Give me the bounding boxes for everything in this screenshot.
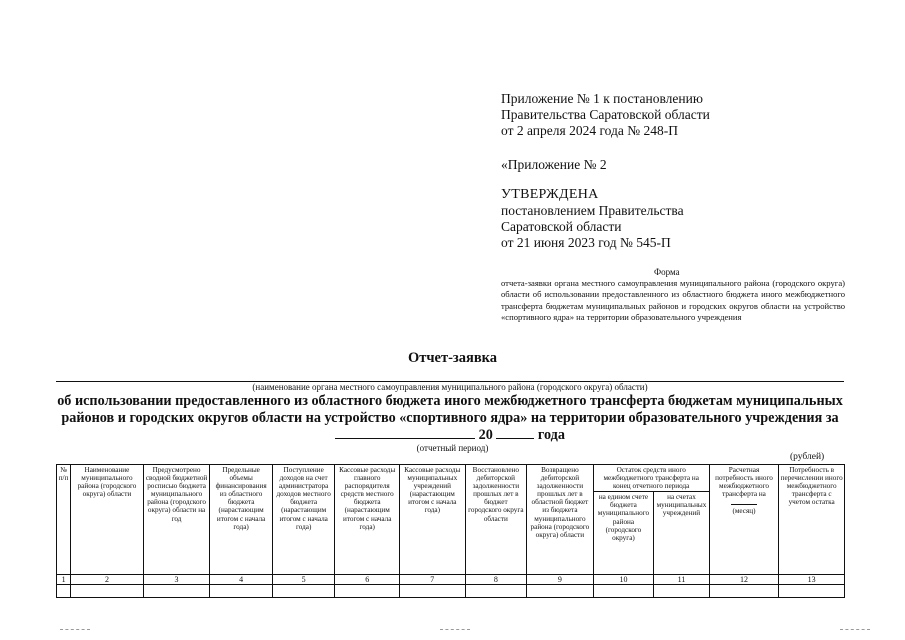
col-number-5: 5 (272, 575, 335, 585)
col-number-6: 6 (335, 575, 400, 585)
scan-artifact (60, 629, 90, 630)
scan-artifact (440, 629, 470, 630)
col-header-5: Поступление доходов на счет администратора доходов местного бюджета (нарастающим итогом с начала года) (272, 465, 335, 575)
col-header-10: на едином счете бюджета муниципального района (городского округа) (593, 492, 654, 575)
table-cell (465, 585, 527, 598)
scan-artifact (840, 629, 870, 630)
col-header-4: Предельные объемы финансирования из областного бюджета (нарастающим итогом с начала года) (210, 465, 273, 575)
col-number-9: 9 (527, 575, 594, 585)
table-cell (400, 585, 466, 598)
period-hint: (отчетный период) (416, 443, 489, 453)
appendix-line-2: Правительства Саратовской области (501, 107, 710, 122)
table-header-row-1 (57, 465, 845, 492)
col-header-6: Кассовые расходы главного распорядителя средств местного бюджета (нарастающим итогом с начала года) (335, 465, 400, 575)
table-cell (709, 585, 779, 598)
table-row (57, 585, 845, 598)
form-description: отчета-заявки органа местного самоуправления муниципального района (городского округа) области об использовании предоставленного из областного бюджета иного межбюджетного трансферта бюджетам муниципальных районов и городских округов области на устройство «спортивного ядра» на территории образовательного учреждения (501, 278, 845, 322)
table-cell (527, 585, 594, 598)
col-header-12-blank (731, 498, 757, 505)
col-header-13: Потребность в перечислении иного межбюджетного трансферта с учетом остатка (779, 465, 845, 575)
col-header-3: Предусмотрено сводной бюджетной росписью бюджета муниципального района (городского округа) области на год (143, 465, 210, 575)
organization-name-hint: (наименование органа местного самоуправления муниципального района (городского округа) области) (252, 382, 648, 392)
table-number-row (57, 575, 845, 585)
table-cell (143, 585, 210, 598)
table-cell (57, 585, 71, 598)
col-header-12-text: Расчетная потребность иного межбюджетного трансферта на (715, 466, 773, 499)
approved-line-2: Саратовской области (501, 219, 622, 234)
appendix-line-3: от 2 апреля 2024 года № 248-П (501, 123, 678, 138)
col-header-10-11-group: Остаток средств иного межбюджетного трансферта на конец отчетного периода (593, 465, 709, 492)
col-number-11: 11 (654, 575, 710, 585)
table-cell (71, 585, 144, 598)
col-number-1: 1 (57, 575, 71, 585)
form-label: Форма (654, 267, 680, 277)
approved-block (501, 187, 684, 251)
col-header-9: Возвращено дебиторской задолженности прошлых лет в областной бюджет из бюджета муниципального района (городского округа) области (527, 465, 594, 575)
table-cell (593, 585, 654, 598)
col-number-7: 7 (400, 575, 466, 585)
report-table (56, 464, 845, 598)
approved-heading: УТВЕРЖДЕНА (501, 187, 599, 202)
table-cell (335, 585, 400, 598)
appendix-header (501, 91, 710, 139)
appendix-line-1: Приложение № 1 к постановлению (501, 91, 703, 106)
col-number-8: 8 (465, 575, 527, 585)
table-cell (654, 585, 710, 598)
col-header-7: Кассовые расходы муниципальных учреждений (нарастающим итогом с начала года) (400, 465, 466, 575)
col-number-10: 10 (593, 575, 654, 585)
document-title: Отчет-заявка (407, 350, 498, 366)
appendix-2-label: «Приложение № 2 (501, 157, 607, 172)
col-number-13: 13 (779, 575, 845, 585)
col-header-8: Восстановлено дебиторской задолженности прошлых лет в бюджет городского округа области (465, 465, 527, 575)
report-subject-title (56, 393, 844, 444)
year-prefix: 20 (478, 427, 493, 443)
col-number-3: 3 (143, 575, 210, 585)
table-cell (272, 585, 335, 598)
col-number-4: 4 (210, 575, 273, 585)
col-header-1: № п/п (57, 465, 71, 575)
col-header-11: на счетах муниципальных учреждений (654, 492, 710, 575)
currency-label: (рублей) (790, 452, 825, 462)
report-subject-text: об использовании предоставленного из областного бюджета иного межбюджетного трансферта бюджетам муниципальных районов и городских округов области на устройство «спортивного ядра» на территории образовательного учреждения за (57, 393, 843, 426)
approved-line-3: от 21 июня 2023 год № 545-П (501, 235, 671, 250)
col-number-12: 12 (709, 575, 779, 585)
table-cell (210, 585, 273, 598)
period-blank (335, 426, 475, 439)
year-suffix: года (537, 427, 565, 443)
col-number-2: 2 (71, 575, 144, 585)
col-header-12 (709, 465, 779, 575)
col-header-12-month: (месяц) (732, 507, 756, 516)
table-cell (779, 585, 845, 598)
approved-line-1: постановлением Правительства (501, 203, 684, 218)
col-header-2: Наименование муниципального района (городского округа) области (71, 465, 144, 575)
year-blank (496, 426, 534, 439)
